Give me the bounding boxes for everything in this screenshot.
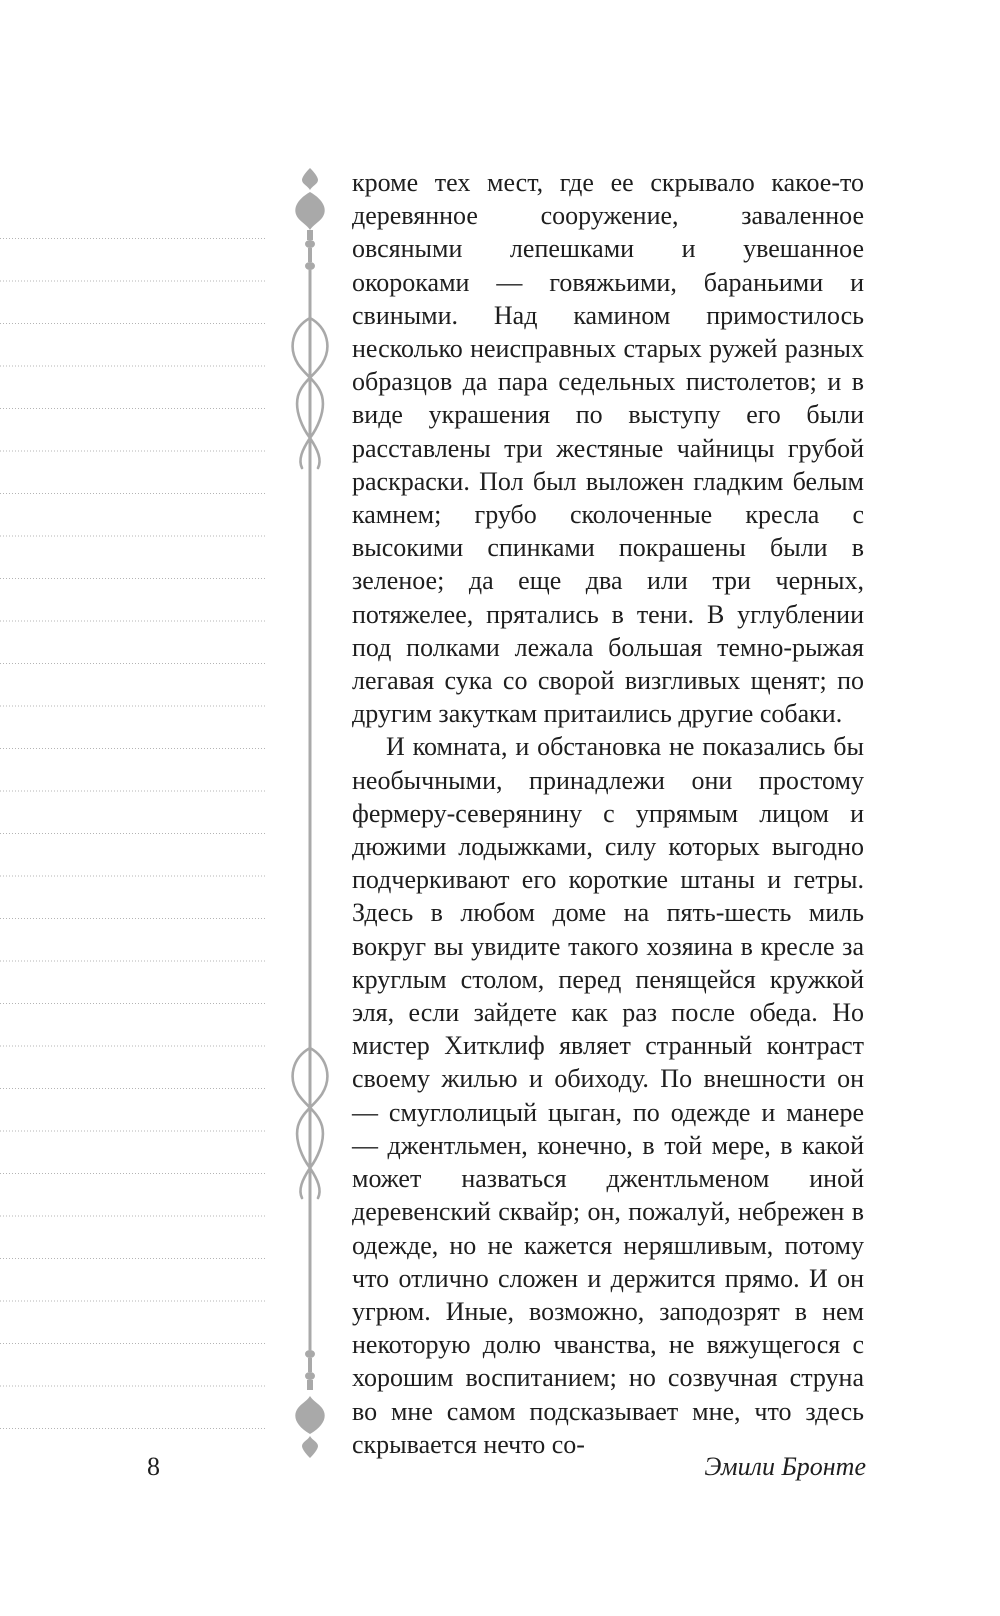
decorative-vertical-ornament xyxy=(280,168,340,1458)
paragraph: кроме тех мест, где ее скрывало какое-то деревянное сооружение, заваленное овсяными лепешками и увешанное окороками — говяжьими, бараньими и свиными. Над камином примостилось несколько неисправных старых ружей разных образцов да пара седельных пистолетов; и в виде украшения по выступу его были расставлены три жестяные чайницы грубой раскраски. Пол был выложен гладким белым камнем; грубо сколоченные кресла с высокими спинками покрашены были в зеленое; да еще два или три черных, потяжелее, прятались в тени. В углублении под полками лежала большая темно-рыжая легавая сука со сворой визгливых щенят; по другим закуткам притаились другие собаки. xyxy=(352,168,864,729)
running-head-author: Эмили Бронте xyxy=(704,1452,866,1481)
paragraph: И комната, и обстановка не показались бы необычными, принадлежи они простому фермеру-северянину с упрямым лицом и дюжими лодыжками, силу которых выгодно подчеркивают его короткие штаны и гетры. Здесь в любом доме на пять-шесть миль вокруг вы увидите такого хозяина в кресле за круглым столом, перед пенящейся кружкой эля, если зайдете как раз после обеда. Но мистер Хитклиф являет странный контраст своему жилью и обиходу. По внешности он — смуглолицый цыган, по одежде и манере — джентльмен, конечно, в той мере, в какой может назваться джентльменом иной деревенский сквайр; он, пожалуй, небрежен в одежде, но не кажется неряшливым, потому что отлично сложен и держится прямо. И он угрюм. Иные, возможно, заподозрят в нем некоторую долю чванства, не вяжущегося с хорошим воспитанием; но созвучная струна во мне самом подсказывает мне, что здесь скрывается нечто со- xyxy=(352,732,864,1459)
body-text xyxy=(352,166,864,1461)
notes-dotted-lines xyxy=(0,205,265,1430)
page-number: 8 xyxy=(147,1452,160,1481)
